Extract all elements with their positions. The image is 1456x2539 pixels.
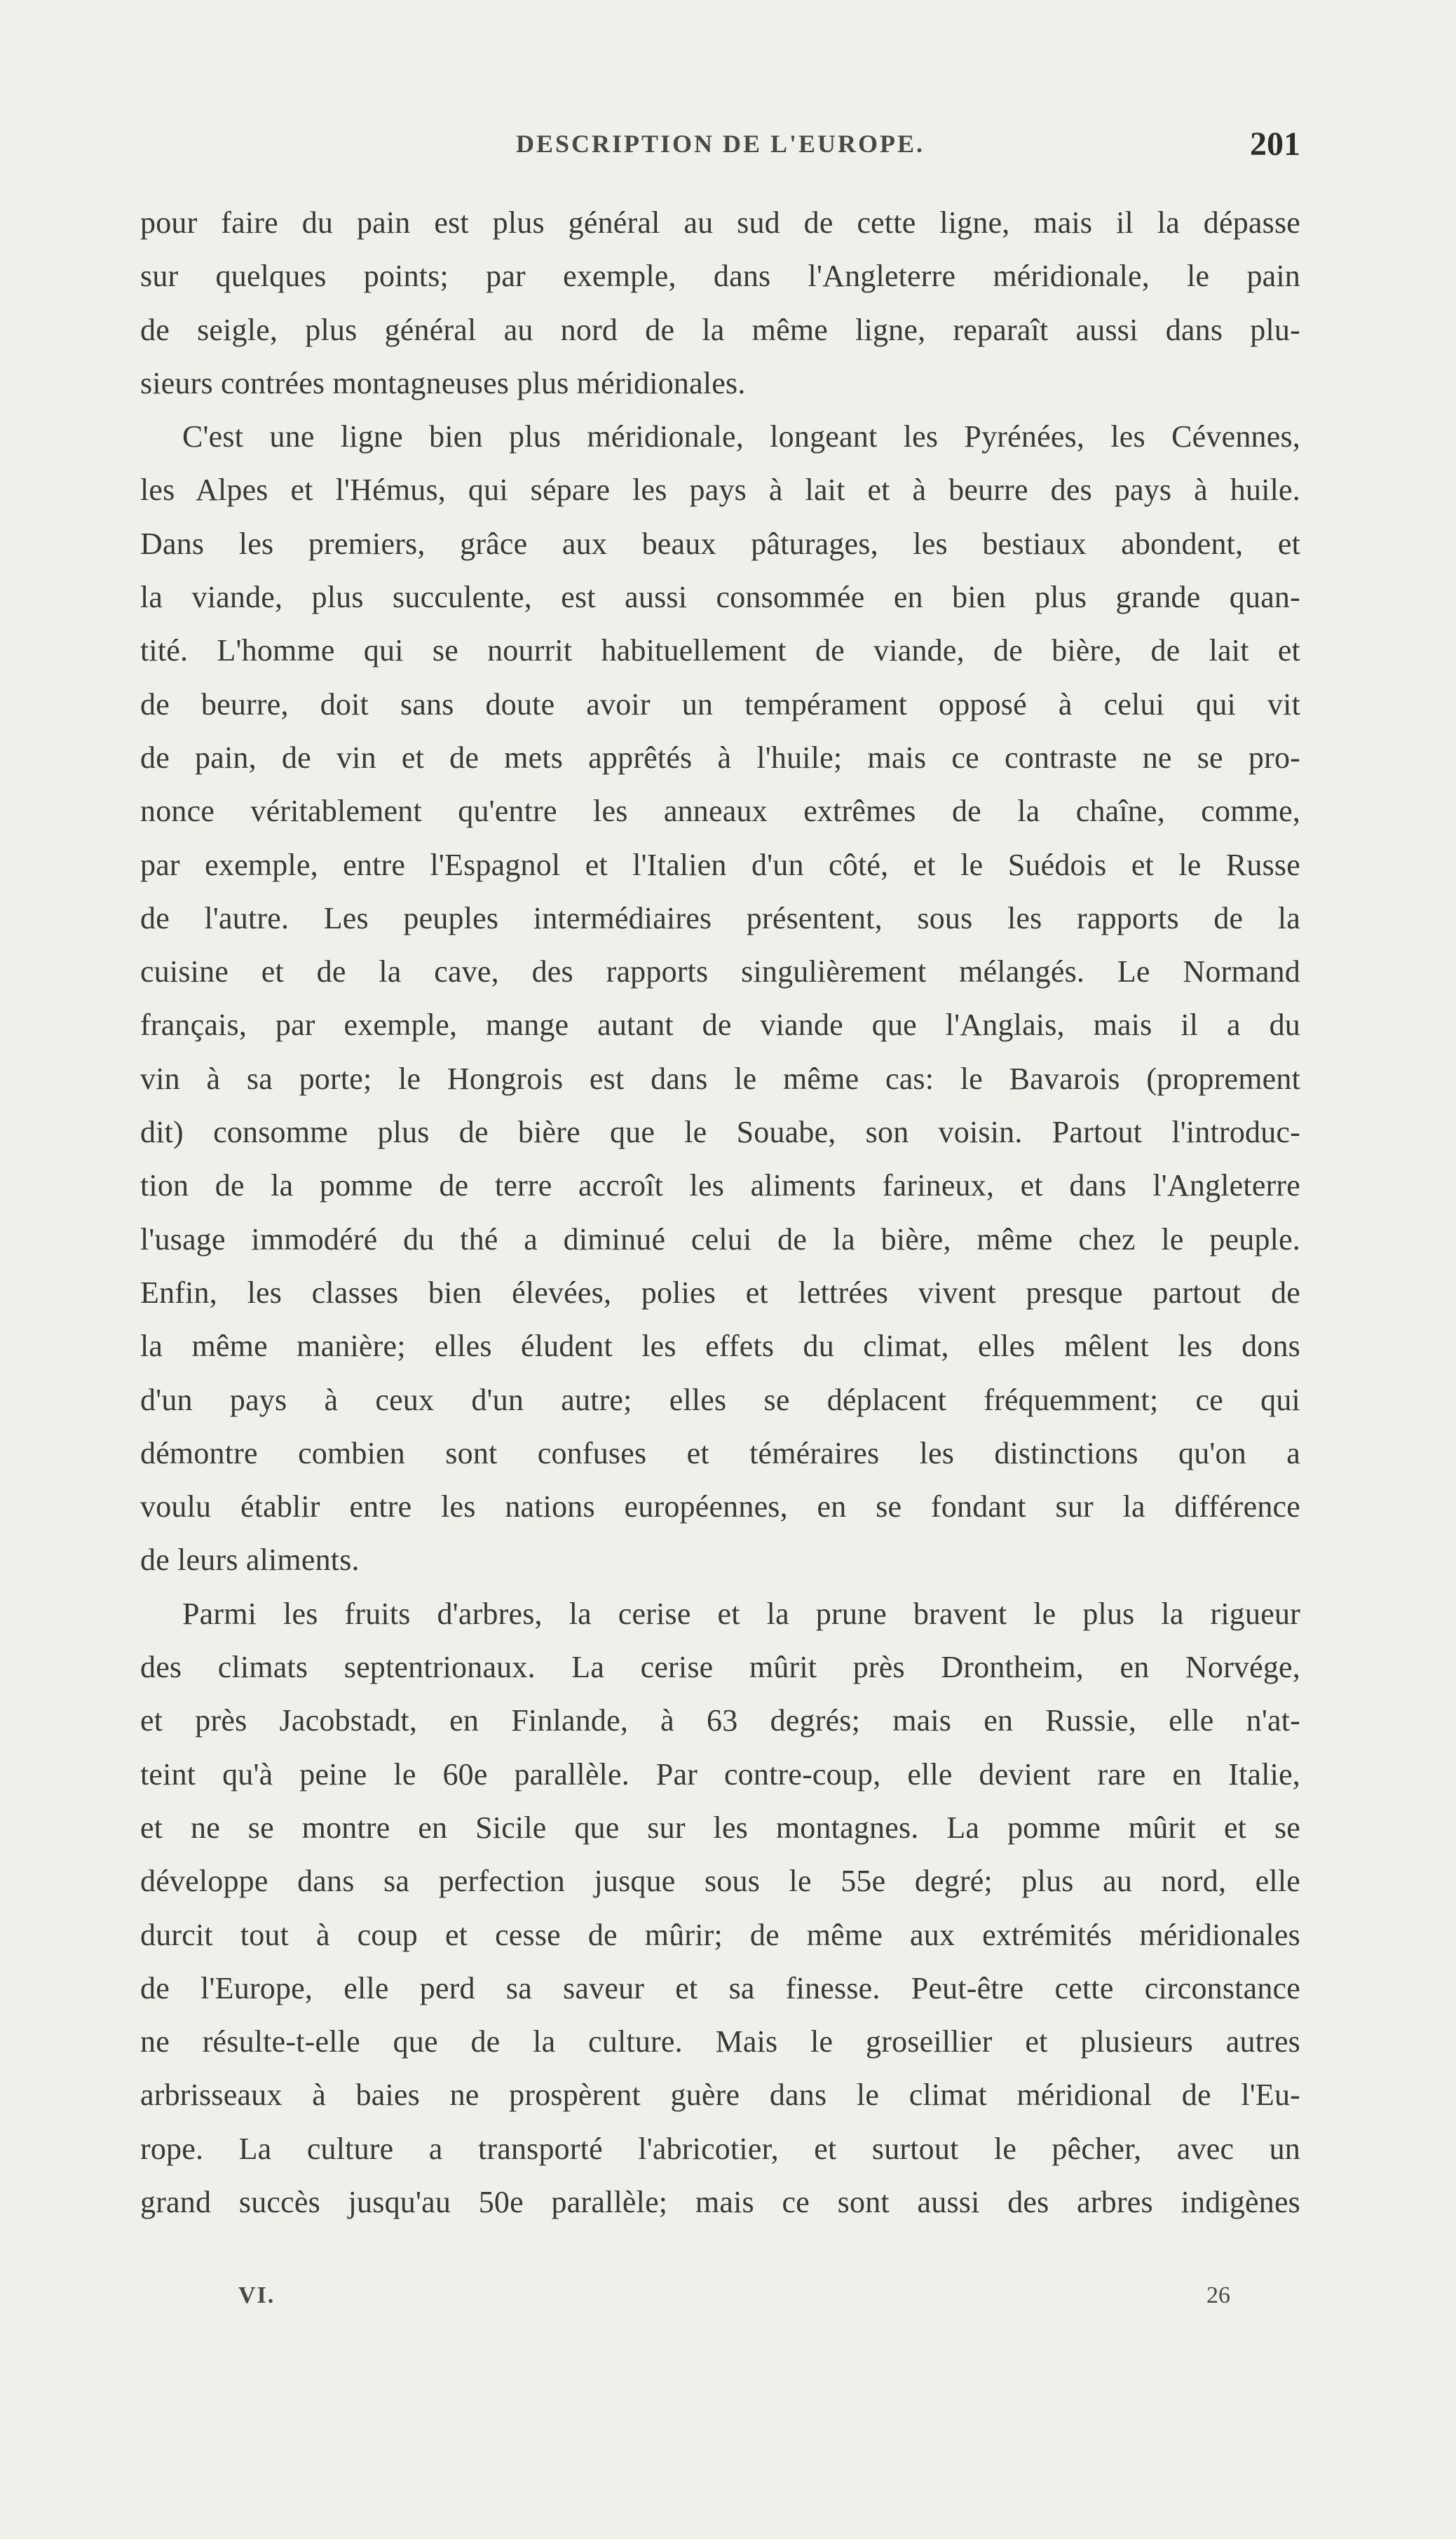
running-head: [140, 125, 1300, 167]
text-line: sieurs contrées montagneuses plus méridionales.: [140, 365, 746, 400]
text-line: pour faire du pain est plus général au sud de cette ligne, mais il la dépasse: [140, 205, 1300, 240]
text-line: la viande, plus succulente, est aussi consommée en bien plus grande quan-: [140, 580, 1300, 615]
text-line: durcit tout à coup et cesse de mûrir; de même aux extrémités méridionales: [140, 1917, 1300, 1952]
text-line: les Alpes et l'Hémus, qui sépare les pays à lait et à beurre des pays à huile.: [140, 473, 1300, 508]
text-line: cuisine et de la cave, des rapports singulièrement mélangés. Le Normand: [140, 954, 1300, 989]
page-footer: [140, 2282, 1300, 2317]
text-line: rope. La culture a transporté l'abricotier, et surtout le pêcher, avec un: [140, 2131, 1300, 2166]
text-line: et ne se montre en Sicile que sur les montagnes. La pomme mûrit et se: [140, 1810, 1300, 1845]
text-line: de seigle, plus général au nord de la même ligne, reparaît aussi dans plu-: [140, 312, 1300, 347]
text-line: de l'autre. Les peuples intermédiaires présentent, sous les rapports de la: [140, 900, 1300, 935]
running-title: DESCRIPTION DE L'EUROPE.: [515, 130, 925, 158]
text-line: la même manière; elles éludent les effets du climat, elles mêlent les dons: [140, 1329, 1300, 1364]
text-line: de beurre, doit sans doute avoir un tempérament opposé à celui qui vit: [140, 686, 1300, 722]
text-line: Enfin, les classes bien élevées, polies et lettrées vivent presque partout de: [140, 1275, 1300, 1310]
text-line: Dans les premiers, grâce aux beaux pâturages, les bestiaux abondent, et: [140, 526, 1300, 561]
text-line: développe dans sa perfection jusque sous le 55e degré; plus au nord, elle: [140, 1864, 1300, 1899]
text-line: arbrisseaux à baies ne prospèrent guère dans le climat méridional de l'Eu-: [140, 2078, 1300, 2113]
text-line: vin à sa porte; le Hongrois est dans le même cas: le Bavarois (proprement: [140, 1061, 1300, 1096]
text-line: démontre combien sont confuses et téméraires les distinctions qu'on a: [140, 1435, 1300, 1470]
body-text: [140, 196, 1300, 2229]
text-line: français, par exemple, mange autant de viande que l'Anglais, mais il a du: [140, 1008, 1300, 1043]
text-line: voulu établir entre les nations européennes, en se fondant sur la différence: [140, 1489, 1300, 1524]
text-line: Parmi les fruits d'arbres, la cerise et la prune bravent le plus la rigueur: [182, 1596, 1300, 1631]
text-line: nonce véritablement qu'entre les anneaux extrêmes de la chaîne, comme,: [140, 794, 1300, 829]
text-line: teint qu'à peine le 60e parallèle. Par contre-coup, elle devient rare en Italie,: [140, 1756, 1300, 1792]
text-line: tion de la pomme de terre accroît les aliments farineux, et dans l'Angleterre: [140, 1168, 1300, 1203]
text-line: dit) consomme plus de bière que le Souabe, son voisin. Partout l'introduc-: [140, 1115, 1300, 1150]
text-line: ne résulte-t-elle que de la culture. Mais le groseillier et plusieurs autres: [140, 2024, 1300, 2059]
text-line: tité. L'homme qui se nourrit habituellement de viande, de bière, de lait et: [140, 633, 1300, 668]
page-number: 201: [1250, 126, 1300, 163]
signature-mark: VI.: [238, 2282, 275, 2308]
text-line: par exemple, entre l'Espagnol et l'Italien d'un côté, et le Suédois et le Russe: [140, 847, 1300, 882]
text-line: l'usage immodéré du thé a diminué celui de la bière, même chez le peuple.: [140, 1221, 1300, 1257]
text-line: de l'Europe, elle perd sa saveur et sa finesse. Peut-être cette circonstance: [140, 1970, 1300, 2005]
text-line: de pain, de vin et de mets apprêtés à l'huile; mais ce contraste ne se pro-: [140, 740, 1300, 775]
sheet-number: 26: [1206, 2282, 1230, 2308]
text-line: sur quelques points; par exemple, dans l'Angleterre méridionale, le pain: [140, 259, 1300, 294]
text-line: des climats septentrionaux. La cerise mûrit près Drontheim, en Norvége,: [140, 1650, 1300, 1685]
text-line: d'un pays à ceux d'un autre; elles se déplacent fréquemment; ce qui: [140, 1382, 1300, 1417]
text-line: et près Jacobstadt, en Finlande, à 63 degrés; mais en Russie, elle n'at-: [140, 1703, 1300, 1738]
text-line: de leurs aliments.: [140, 1543, 360, 1578]
text-line: C'est une ligne bien plus méridionale, longeant les Pyrénées, les Cévennes,: [182, 419, 1300, 454]
text-line: grand succès jusqu'au 50e parallèle; mais ce sont aussi des arbres indigènes: [140, 2184, 1300, 2219]
